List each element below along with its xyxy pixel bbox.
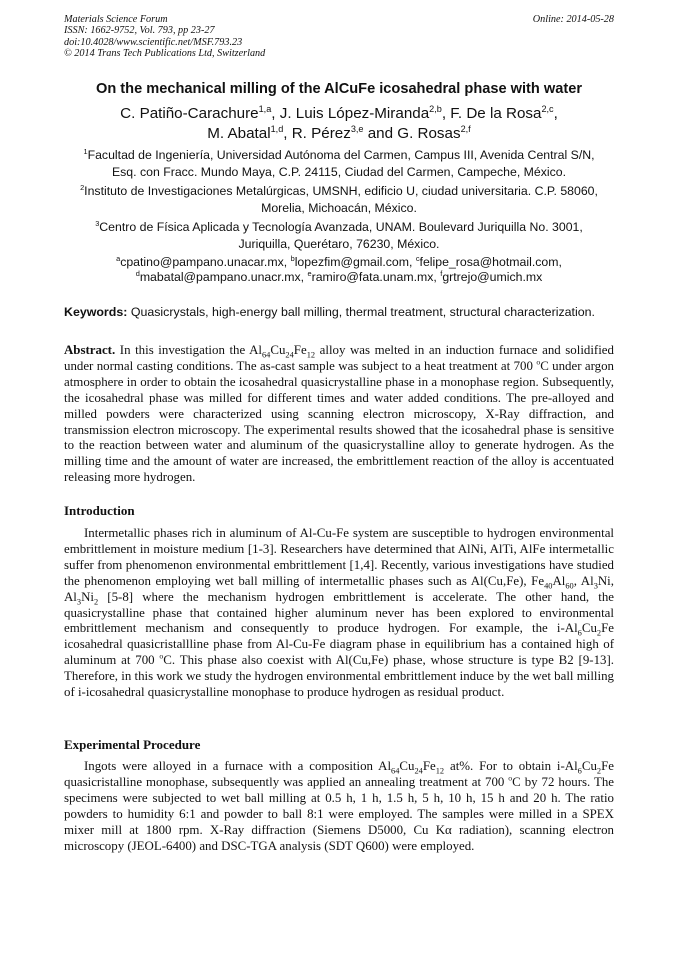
email-marker: d	[135, 268, 140, 278]
affiliation-line: Juriquilla, Querétaro, 76230, México.	[238, 237, 440, 251]
abstract	[64, 343, 614, 486]
keywords	[64, 305, 618, 319]
subscript: 2	[596, 766, 602, 776]
subscript: 6	[577, 629, 582, 639]
author-name: J. Luis López-Miranda	[279, 105, 430, 122]
keywords-label: Keywords:	[64, 305, 128, 319]
degree-mark: o	[536, 357, 541, 367]
author-list	[60, 104, 618, 144]
introduction-paragraph	[64, 526, 614, 701]
body-text: C by 72 hours. The specimens were subjected to wet ball milling at 0.5 h, 1 h, 1.5 h, 5 h, 10 h, 15 h and 20 h. The ratio powders to humidity 6:1 and powder to ball 8:1 were employed. The samples were milled in a SPEX mixer mill at 1800 rpm. X-Ray diffraction (Siemens D5000, Cu Kα radiation), scanning electron microscopy (JEOL-6400) and DSC-TGA analysis (SDT Q600) were employed.	[64, 774, 614, 853]
body-text: Cu	[399, 759, 415, 773]
subscript: 60	[565, 581, 574, 591]
author-affil-marker: 2,b	[429, 103, 442, 114]
abstract-text: C under argon atmosphere in order to obtain the icosahedral quasicrystalline phase in a monophase region. Subsequently, the icosahedral phase was milled for different times and water added conditions. The pre-alloyed and milled powders were characterized using scanning electron microscopy, X-Ray diffraction, and transmission electron microscopy. The experimental results showed that the icosahedral phase is sensitive to the reaction between water and aluminum of the quasicrystalline alloy to generate hydrogen. As the milling time and the amount of water are increased, the embrittlement reaction of the alloy is accentuated releasing more hydrogen.	[64, 358, 614, 485]
email-link[interactable]: grtrejo@umich.mx	[442, 270, 543, 284]
author-affil-marker: 2,c	[541, 103, 554, 114]
email-marker: e	[307, 268, 312, 278]
body-text: Cu	[581, 621, 597, 636]
subscript: 2	[596, 629, 602, 639]
subscript: 64	[261, 350, 271, 360]
body-text: Ingots were alloyed in a furnace with a composition Al	[84, 759, 392, 773]
subscript: 6	[577, 766, 582, 776]
affiliation-1	[60, 147, 618, 181]
element: Cu	[270, 343, 286, 357]
subscript: 12	[435, 766, 445, 776]
affiliation-line: Instituto de Investigaciones Metalúrgicas, UMSNH, edificio U, ciudad universitaria. C.P. 58060,	[84, 184, 598, 198]
author-affil-marker: 1,a	[258, 103, 272, 114]
email-link[interactable]: lopezfim@gmail.com	[294, 255, 410, 269]
email-list: $^a$cpatino@pampano.unacar.mx, $^b$lopezfim@gmail.com, $^c$felipe_rosa@hotmail.com, $^d$mabatal@pampano.unacr.mx, $^e$ramiro@fata.unam.mx, $^f$grtrejo@umich.mx	[116, 253, 562, 284]
header-left	[64, 14, 265, 60]
email-link[interactable]: mabatal@pampano.unacr.mx	[139, 270, 301, 284]
alloy-formula	[249, 343, 316, 360]
author-separator: ,	[441, 105, 451, 122]
author-name: R. Pérez	[291, 125, 351, 142]
author-name: M. Abatal	[207, 125, 271, 142]
affiliation-line: Morelia, Michoacán, México.	[261, 201, 417, 215]
body-text: Fe icosahedral quasicristallline phase from Al-Cu-Fe diagram phase in equilibrium has a contained high of aluminum at 700	[64, 621, 614, 668]
element: Fe	[293, 343, 307, 357]
subscript: 24	[414, 766, 423, 776]
issn-line[interactable]: ISSN: 1662-9752, Vol. 793, pp 23-27	[64, 25, 215, 37]
body-text: Fe quasicristalline monophase, subsequently was applied an annealing treatment at 700	[64, 759, 614, 789]
section-heading-introduction: Introduction	[64, 503, 135, 518]
doi-line[interactable]: doi:10.4028/www.scientific.net/MSF.793.23	[64, 36, 243, 48]
author-affil-marker: 3,e	[350, 123, 364, 134]
affiliation-2	[60, 183, 618, 217]
body-text: Al	[552, 573, 566, 588]
subscript: 40	[544, 581, 553, 591]
subscript: 2	[94, 597, 99, 607]
email-marker: b	[290, 253, 295, 263]
degree-mark: o	[159, 651, 164, 661]
email-link[interactable]: cpatino@pampano.unacar.mx	[120, 255, 284, 269]
author-name: G. Rosas	[397, 125, 461, 142]
subscript: 3	[76, 597, 82, 607]
body-text: Ni, Al	[64, 573, 614, 604]
subscript: 24	[285, 350, 294, 360]
author-affil-marker: 2,f	[460, 123, 471, 134]
author-separator: ,	[283, 125, 292, 142]
affiliation-line: Esq. con Fracc. Mundo Maya, C.P. 24115, Ciudad del Carmen, Campeche, México.	[111, 165, 567, 179]
affiliation-3	[60, 219, 618, 253]
email-link[interactable]: felipe_rosa@hotmail.com	[419, 255, 559, 269]
body-text: [5-8] where the mechanism hydrogen embrittlement is accelerate. The other hand, the quasicrystalline phase that contained higher aluminum never has been explored to environmental embrittlement mechanism and consequently to produce hydrogen. For example, the i-Al	[64, 589, 614, 636]
body-text: , Al	[573, 573, 594, 588]
subscript: 12	[306, 350, 316, 360]
affiliation-number: 2	[80, 182, 85, 192]
email-marker: a	[116, 253, 121, 263]
body-text: Ni	[81, 589, 94, 604]
affiliation-number: 3	[95, 218, 100, 228]
email-link[interactable]: ramiro@fata.unam.mx	[311, 270, 434, 284]
body-text: C. This phase also coexist with Al(Cu,Fe) phase, whose structure is type B2 [9-13]. Therefore, in this work we study the hydrogen environmental embrittlement induce by the wet ball milling of i-icosahedral quasicrystalline monophase to produce hydrogen as residual product.	[64, 653, 614, 700]
author-separator: ,	[271, 105, 280, 122]
affiliation-line: Facultad de Ingeniería, Universidad Autónoma del Carmen, Campus III, Avenida Central S/N,	[87, 148, 595, 162]
abstract-text: In this investigation the	[119, 343, 250, 357]
online-date: Online: 2014-05-28	[532, 14, 614, 25]
degree-mark: o	[508, 773, 513, 783]
experimental-paragraph	[64, 759, 614, 854]
subscript: 3	[593, 581, 598, 591]
email-marker: f	[440, 268, 443, 278]
body-text: Fe	[422, 759, 436, 773]
author-affil-marker: 1,d	[270, 123, 284, 134]
paper-title: On the mechanical milling of the AlCuFe icosahedral phase with water	[95, 81, 583, 97]
journal-name: Materials Science Forum	[64, 14, 168, 25]
body-text: at%. For to obtain i-Al	[444, 759, 578, 773]
author-name: C. Patiño-Carachure	[120, 105, 259, 122]
section-heading-experimental: Experimental Procedure	[64, 737, 201, 752]
author-separator: and	[363, 125, 398, 142]
abstract-text: alloy was melted in an induction furnace and solidified under normal casting conditions. The as-cast sample was subject to a heat treatment at 700	[64, 343, 614, 373]
email-marker: c	[415, 253, 420, 263]
author-separator: ,	[553, 105, 558, 122]
author-name: F. De la Rosa	[450, 105, 542, 122]
subscript: 64	[391, 766, 400, 776]
affiliation-number: 1	[83, 146, 88, 156]
body-text: Intermetallic phases rich in aluminum of Al-Cu-Fe system are susceptible to hydrogen environmental embrittlement in moisture medium [1-3]. Researchers have determined that AlNi, AlTi, AlFe intermetallic suffer from phenomenon environmental embrittlement [1,4]. Recently, various investigations have studied the phenomenon employing wet ball milling of intermetallic phases such as Al(Cu,Fe), Fe	[64, 526, 614, 588]
abstract-label: Abstract.	[64, 343, 116, 357]
element: Al	[249, 343, 262, 357]
keywords-text: Quasicrystals, high-energy ball milling, thermal treatment, structural characterization.	[130, 305, 595, 319]
body-text: Cu	[581, 759, 597, 773]
copyright-line: © 2014 Trans Tech Publications Ltd, Switzerland	[64, 48, 266, 60]
affiliation-line: Centro de Física Aplicada y Tecnología Avanzada, UNAM. Boulevard Juriquilla No. 3001,	[99, 220, 583, 234]
